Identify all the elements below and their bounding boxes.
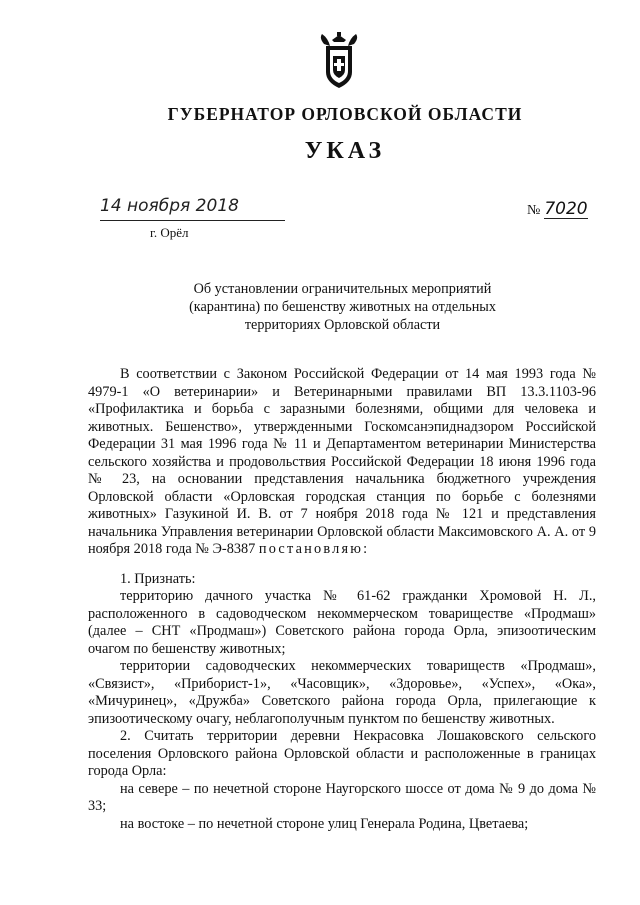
handwritten-number: 7020 [544, 199, 588, 219]
clause-paragraph: 1. Признать: [120, 570, 196, 587]
handwritten-date-text: 14 ноября 2018 [100, 196, 239, 216]
clause-paragraph: на востоке – по нечетной стороне улиц Генерала Родина, Цветаева; [120, 815, 529, 832]
clause-paragraph: на севере – по нечетной стороне Наугорского шоссе от дома № 9 до дома № 33; [88, 780, 596, 814]
clause-paragraph: территории садоводческих некоммерческих товариществ «Продмаш», «Связист», «Приборист-1», «Часовщик», «Здоровье», «Успех», «Ока», «Мичуринец», «Дружба» Советского района города Орла, прилегающие к эпизоотическому очагу, неблагополучным пунктом по бешенству животных. [88, 658, 596, 727]
city-label: г. Орёл [150, 225, 189, 240]
subject-line: (карантина) по бешенству животных на отдельных [189, 299, 496, 315]
preamble-text: В соответствии с Законом Российской Федерации от 14 мая 1993 года № 4979-1 «О ветеринарии» и Ветеринарными правилами ВП 13.3.1103-96 «Профилактика и борьба с заразными болезнями, общими для человека и животных. Бешенство», утвержденными Госкомсанэпиднадзором Российской Федерации 31 мая 1996 года № 11 и Департаментом ветеринарии Министерства сельского хозяйства и продовольствия Российской Федерации 18 июня 1996 года № 23, на основании представления начальника бюджетного учреждения Орловской области «Орловская городская станция по борьбе с болезнями животных» Газукиной И. В. от 7 ноября 2018 года № 121 и представления начальника Управления ветеринарии Орловской области Максимовского А. А. от 9 ноября 2018 года № Э-8387 [88, 366, 596, 557]
subject-line: Об установлении ограничительных мероприятий [193, 281, 492, 297]
issuer-title: ГУБЕРНАТОР ОРЛОВСКОЙ ОБЛАСТИ [167, 104, 523, 124]
number-prefix: № [527, 203, 541, 218]
coat-of-arms-emblem [318, 32, 360, 90]
document-type: УКАЗ [304, 138, 386, 164]
preamble-paragraph [88, 366, 596, 559]
clause-paragraph: 2. Считать территории деревни Некрасовка Лошаковского сельского поселения Орловского района Орловской области и расположенные в границах города Орла: [88, 728, 596, 779]
date-underline [100, 220, 285, 221]
document-subject [160, 280, 525, 334]
document-number [527, 200, 588, 219]
handwritten-date [100, 196, 285, 222]
paragraph-gap [88, 559, 596, 571]
subject-line: территориях Орловской области [244, 317, 441, 333]
clause-paragraph: территорию дачного участка № 61-62 гражданки Хромовой Н. Л., расположенного в садоводческом некоммерческом товариществе «Продмаш» (далее – СНТ «Продмаш») Советского района города Орла, эпизоотическим очагом по бешенству животных; [88, 588, 596, 657]
document-body [88, 366, 596, 833]
resolve-word: постановляю: [258, 541, 370, 557]
